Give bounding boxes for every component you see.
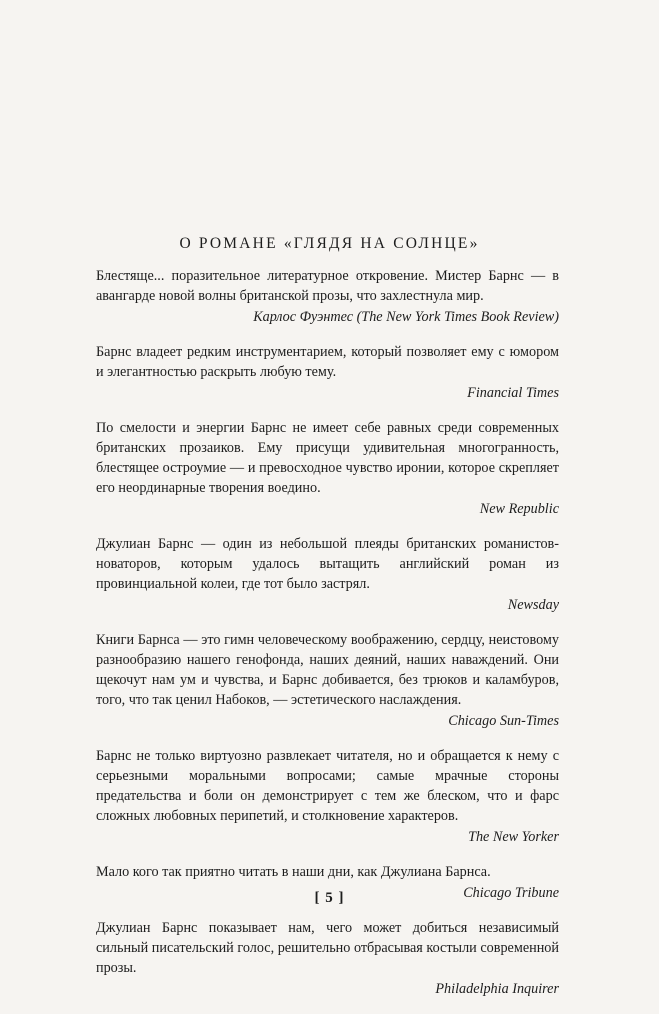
review-item <box>96 342 559 403</box>
review-item <box>96 746 559 847</box>
review-text: Книги Барнса — это гимн человеческому воображению, сердцу, неистовому разнообразию нашего генофонда, наших деяний, наших наваждений. Они щекочут нам ум и чувства, и Барнс добивается, без трюков и каламбуров, того, что так ценил Набоков, — эстетического наслаждения. <box>96 632 559 708</box>
review-source: Financial Times <box>467 385 559 401</box>
review-text: Барнс владеет редким инструментарием, который позволяет ему с юмором и элегантностью раскрыть любую тему. <box>96 344 559 380</box>
review-source: New Republic <box>479 501 559 517</box>
review-item <box>96 266 559 327</box>
review-text: По смелости и энергии Барнс не имеет себе равных среди современных британских прозаиков. Ему присущи удивительная многогранность, блестящее остроумие — и превосходное чувство иронии, которое скрепляет его неординарные творения воедино. <box>96 420 559 496</box>
review-text: Джулиан Барнс показывает нам, чего может добиться независимый сильный писательский голос, решительно отбрасывая костыли современной прозы. <box>96 920 559 976</box>
review-source: Newsday <box>507 597 559 613</box>
review-text: Джулиан Барнс — один из небольшой плеяды британских романистов-новаторов, которым удалось вытащить английский роман из провинциальной колеи, где тот было застрял. <box>96 536 559 592</box>
review-source: Chicago Sun-Times <box>448 713 559 729</box>
review-source: Philadelphia Inquirer <box>435 981 559 997</box>
page-title: О РОМАНЕ «ГЛЯДЯ НА СОЛНЦЕ» <box>179 235 480 252</box>
review-item <box>96 918 559 999</box>
review-item <box>96 418 559 519</box>
review-item <box>96 534 559 615</box>
review-source: Chicago Tribune <box>463 885 559 901</box>
page-number: [ 5 ] <box>314 890 345 906</box>
review-text: Блестяще... поразительное литературное откровение. Мистер Барнс — в авангарде новой волны британской прозы, что захлестнула мир. <box>96 268 559 304</box>
review-text: Барнс не только виртуозно развлекает читателя, но и обращается к нему с серьезными моральными вопросами; самые мрачные стороны предательства и боли он демонстрирует с тем же блеском, что и фарс сложных любовных перипетий, и столкновение характеров. <box>96 748 559 824</box>
review-item <box>96 630 559 731</box>
review-text: Мало кого так приятно читать в наши дни, как Джулиана Барнса. <box>96 864 491 880</box>
review-source: Карлос Фуэнтес (The New York Times Book Review) <box>253 309 559 325</box>
review-source: The New Yorker <box>468 829 559 845</box>
